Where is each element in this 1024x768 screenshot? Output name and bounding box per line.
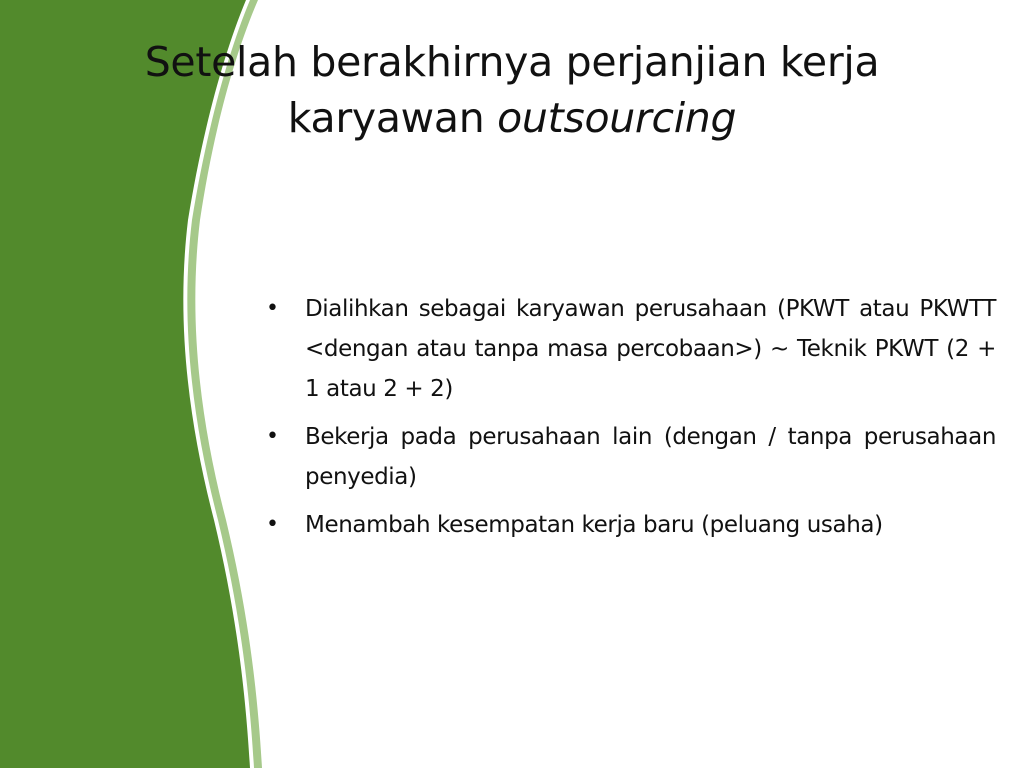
bullet-item bbox=[260, 289, 996, 409]
bullet-text: Dialihkan sebagai karyawan perusahaan (PKWT atau PKWTT <dengan atau tanpa masa percobaan>) ~ Teknik PKWT (2 + 1 atau 2 + 2) bbox=[305, 296, 996, 402]
bullet-item bbox=[260, 417, 996, 497]
bullet-item bbox=[260, 505, 996, 545]
bullet-text: Bekerja pada perusahaan lain (dengan / tanpa perusahaan penyedia) bbox=[305, 424, 996, 490]
bullet-icon: • bbox=[266, 512, 279, 537]
bullet-text: Menambah kesempatan kerja baru (peluang usaha) bbox=[305, 512, 883, 538]
bullet-icon: • bbox=[266, 424, 279, 449]
title-line-1: Setelah berakhirnya perjanjian kerja bbox=[144, 38, 880, 86]
title-line-2 bbox=[60, 90, 964, 146]
title-line-2-italic: outsourcing bbox=[497, 94, 737, 142]
title-line-2-plain: karyawan bbox=[287, 94, 498, 142]
bullet-list bbox=[260, 289, 996, 553]
slide-title bbox=[60, 34, 964, 146]
bullet-icon: • bbox=[266, 296, 279, 321]
